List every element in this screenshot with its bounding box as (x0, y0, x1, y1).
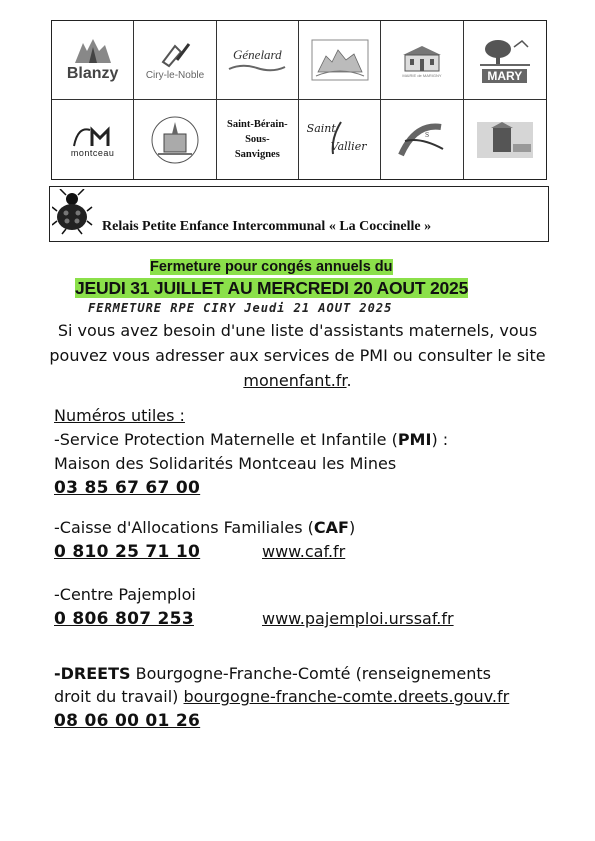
saint-berain-name: Saint-Bérain- Sous- Sanvignes (226, 119, 288, 160)
dreets-line-2: droit du travail) bourgogne-franche-comte.dreets.gouv.fr (54, 687, 510, 706)
relais-title: Relais Petite Enfance Intercommunal « La Coccinelle » (102, 219, 432, 234)
montceau-logo (52, 100, 134, 179)
pajemploi-line: -Centre Pajemploi (54, 585, 196, 604)
blanzy-emblem-icon (71, 37, 115, 63)
mary-wordmark: MARY (482, 69, 527, 83)
genelard-logo (217, 21, 299, 100)
closure-intro-text: Fermeture pour congés annuels du (150, 259, 393, 275)
caf-website-link[interactable]: www.caf.fr (262, 542, 346, 561)
intro-text: Si vous avez besoin d'une liste d'assistants maternels, vous pouvez vous adresser aux services de PMI ou consulter le site (49, 321, 546, 365)
sanvignes-emblem-icon (395, 119, 449, 161)
svg-text:S: S (424, 131, 430, 139)
marigny-logo (381, 21, 463, 100)
caf-phone[interactable]: 0 810 25 71 10 (54, 542, 201, 562)
mary-logo (464, 21, 546, 100)
saint-vallier-word-2: Vallier (330, 139, 367, 153)
mine-tower-logo (464, 100, 546, 179)
castle-sketch-icon (308, 36, 372, 84)
tree-icon (478, 37, 532, 67)
marigny-caption: MAIRIE de MARIGNY (402, 72, 442, 78)
genelard-wordmark: Génelard (233, 47, 282, 62)
swoosh-icon (321, 120, 351, 156)
saint-vallier-logo (299, 100, 381, 179)
ciry-logo (134, 21, 216, 100)
intro-paragraph (40, 318, 555, 393)
mine-tower-icon (473, 118, 537, 162)
handwritten-note: FERMETURE RPE CIRY Jeudi 21 AOUT 2025 (88, 301, 393, 315)
genelard-wave-icon (227, 63, 287, 73)
intro-suffix: . (346, 371, 352, 390)
ladybug-icon (52, 189, 94, 235)
saint-berain-logo (217, 100, 299, 179)
pajemploi-website-link[interactable]: www.pajemploi.urssaf.fr (262, 609, 454, 628)
closure-intro (150, 259, 393, 275)
relais-banner (49, 186, 549, 242)
dreets-website-link[interactable]: bourgogne-franche-comte.dreets.gouv.fr (183, 687, 510, 706)
montceau-wordmark: montceau (70, 147, 115, 158)
ciry-emblem-icon (155, 40, 195, 70)
blanzy-logo (52, 21, 134, 100)
blanzy-wordmark: Blanzy (66, 65, 119, 82)
castle-town-logo (299, 21, 381, 100)
church-logo (134, 100, 216, 179)
pmi-location: Maison des Solidarités Montceau les Mines (54, 454, 397, 473)
dreets-phone[interactable]: 08 06 00 01 26 (54, 711, 201, 731)
useful-numbers-heading: Numéros utiles : (54, 406, 185, 425)
monenfant-link[interactable]: monenfant.fr (243, 371, 347, 390)
church-seal-icon (150, 114, 200, 166)
sanvignes-logo (381, 100, 463, 179)
dreets-line: -DREETS Bourgogne-Franche-Comté (renseignements (54, 664, 491, 683)
pmi-service-line: -Service Protection Maternelle et Infantile (PMI) : (54, 430, 449, 449)
caf-line: -Caisse d'Allocations Familiales (CAF) (54, 518, 356, 537)
closure-dates-text: JEUDI 31 JUILLET AU MERCREDI 20 AOUT 2025 (75, 278, 469, 298)
saint-vallier-word-1: Saint (306, 121, 336, 135)
closure-dates (75, 278, 468, 299)
ciry-wordmark: Ciry-le-Noble (145, 69, 205, 81)
pajemploi-phone[interactable]: 0 806 807 253 (54, 609, 194, 629)
partner-logo-grid (51, 20, 547, 180)
montceau-emblem-icon (68, 122, 118, 148)
town-hall-icon (399, 43, 445, 73)
pmi-phone[interactable]: 03 85 67 67 00 (54, 478, 201, 498)
